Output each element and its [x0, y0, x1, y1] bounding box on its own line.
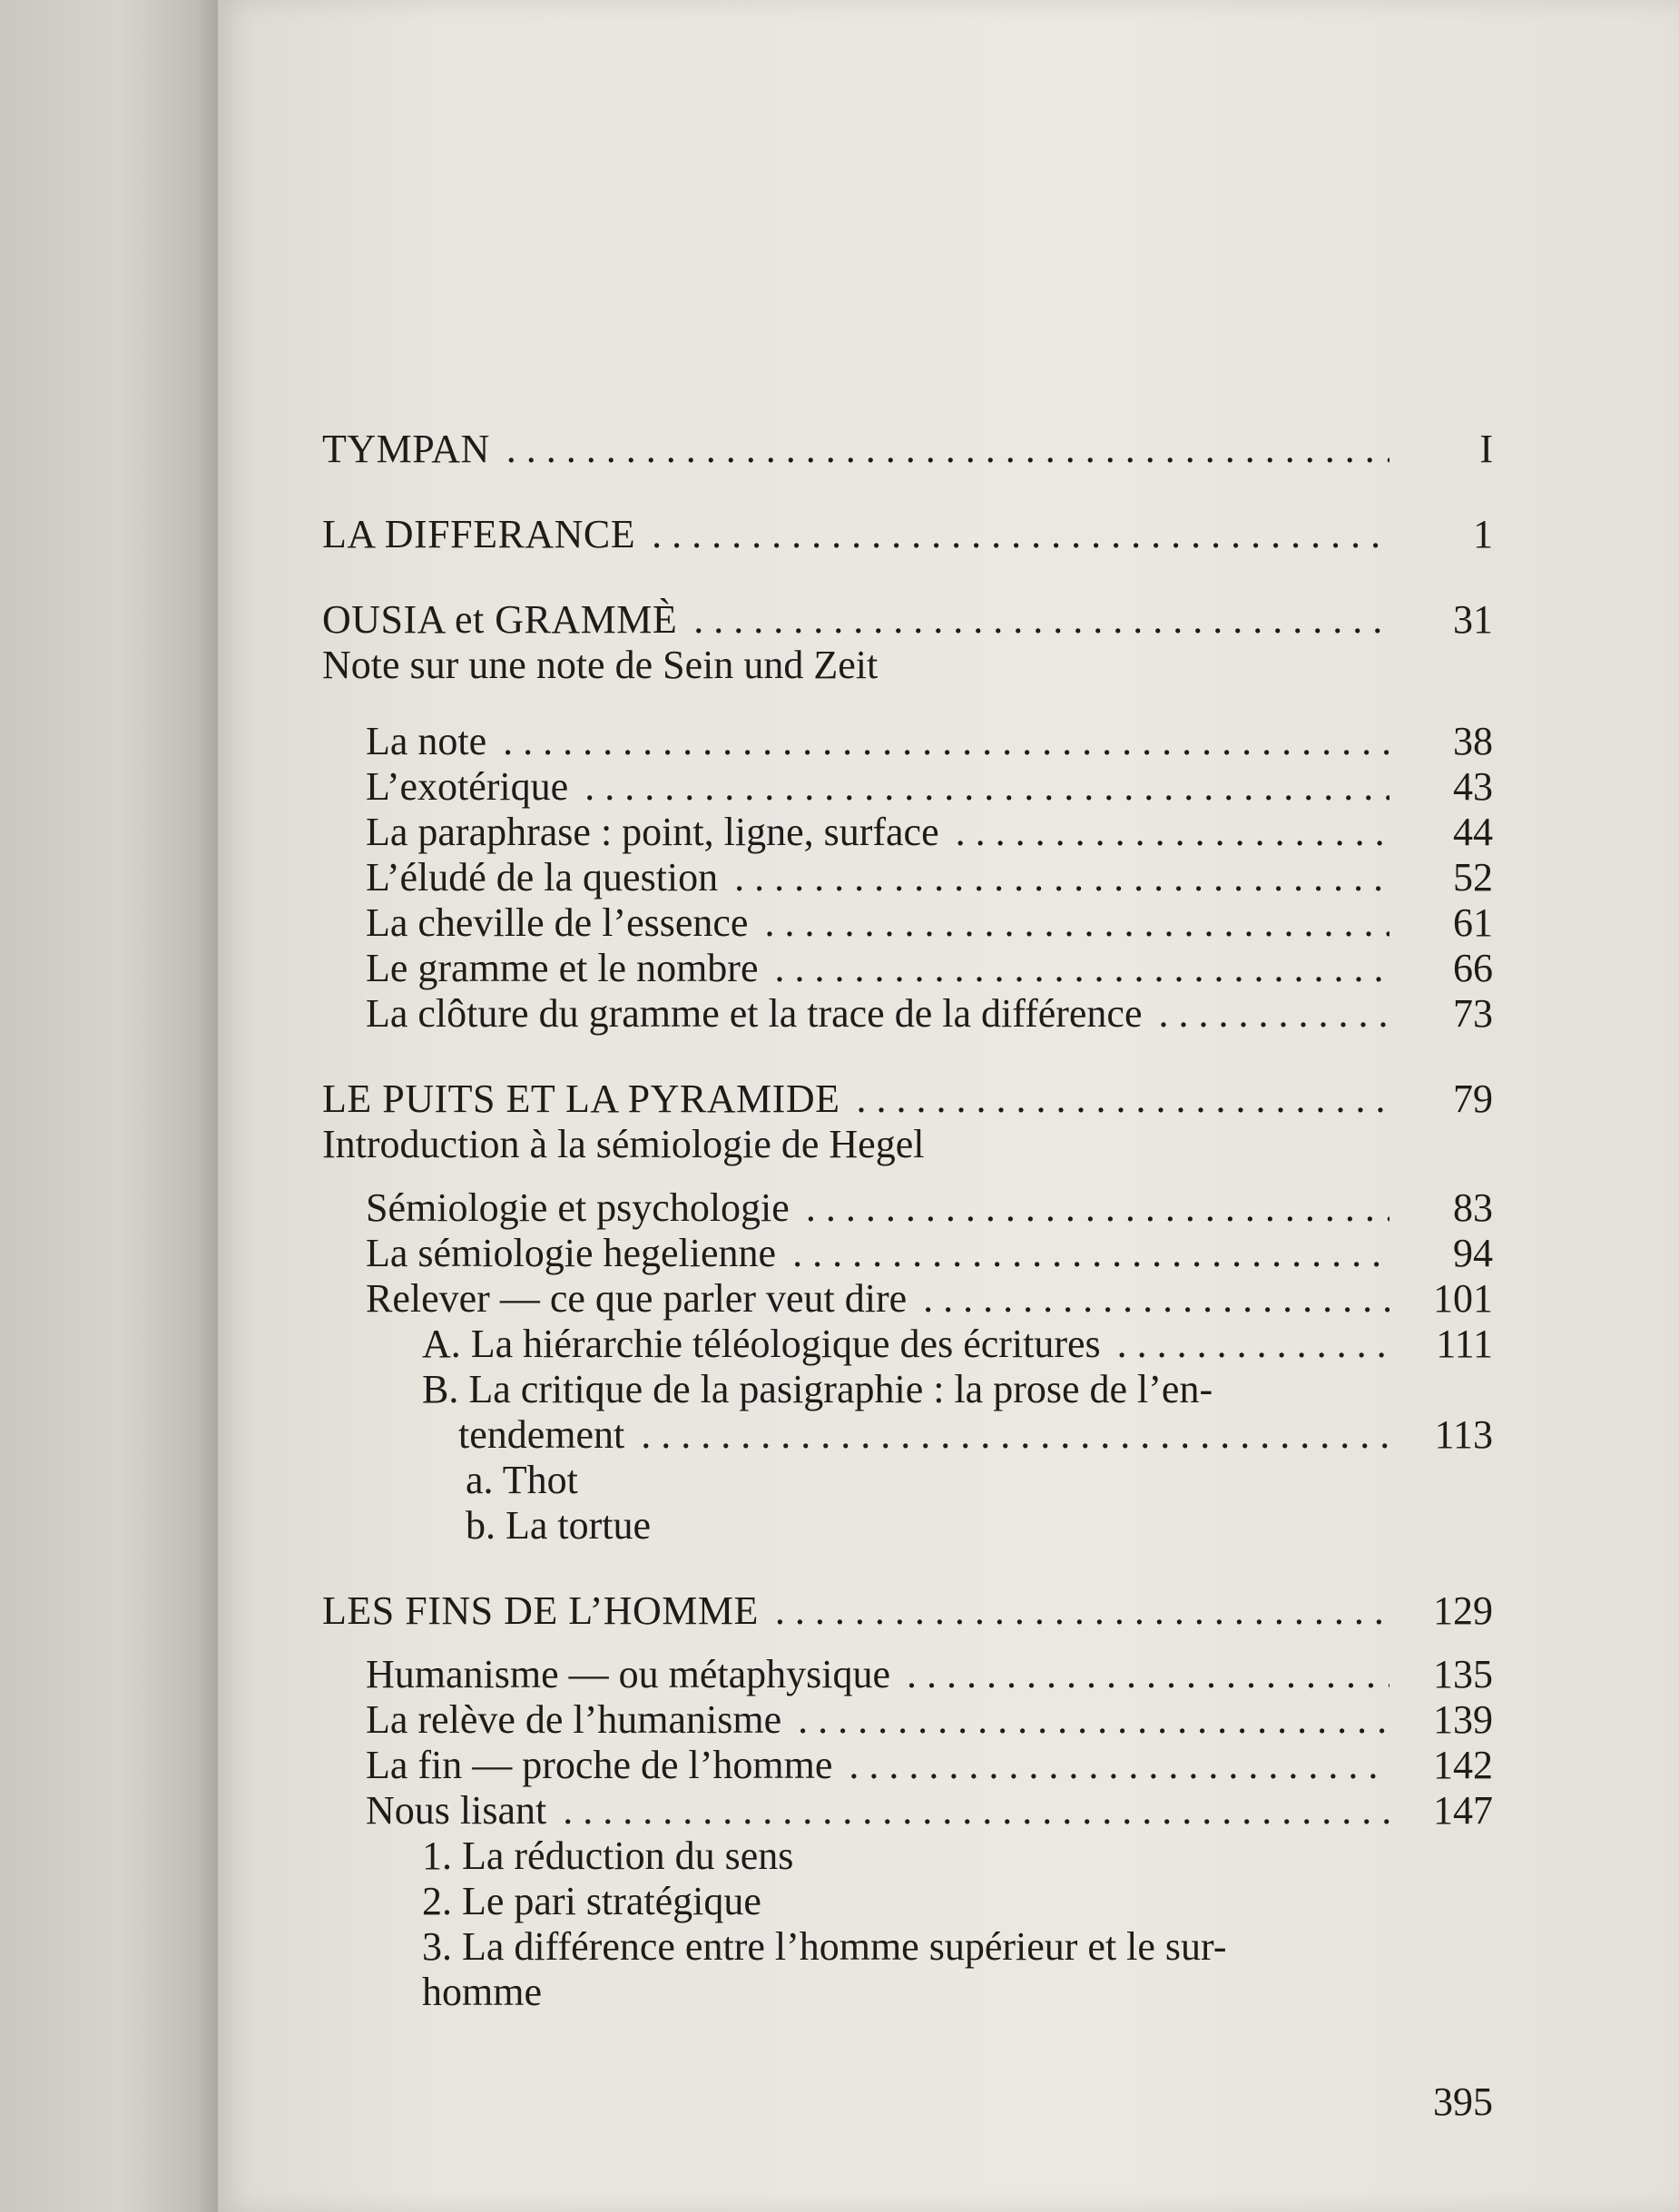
toc-subentry [322, 1743, 1493, 1788]
entry-title: LA DIFFERANCE [322, 512, 636, 556]
dot-leader [1159, 991, 1390, 1037]
toc-item: 1. La réduction du sens [422, 1834, 794, 1878]
dot-leader [792, 1231, 1389, 1276]
entry-page: 73 [1453, 991, 1493, 1036]
entry-title: OUSIA et GRAMMÈ [322, 597, 678, 642]
dot-leader [506, 427, 1389, 472]
entry-title: Nous lisant [366, 1788, 547, 1833]
entry-title: LE PUITS ET LA PYRAMIDE [322, 1077, 840, 1121]
entry-page: 43 [1453, 764, 1493, 809]
dot-leader [652, 512, 1389, 557]
entry-page: 129 [1433, 1588, 1493, 1633]
toc-subentry [322, 1788, 1493, 1834]
entry-page: 44 [1453, 810, 1493, 854]
dot-leader [764, 900, 1389, 946]
entry-title: La clôture du gramme et la trace de la différence [366, 991, 1143, 1036]
toc-item: 2. Le pari stratégique [422, 1879, 761, 1923]
toc-item: a. Thot [466, 1458, 578, 1502]
toc-subentry [322, 1697, 1493, 1743]
toc-entry-ousia [322, 597, 1493, 643]
toc-subentry [322, 1231, 1493, 1276]
dot-leader [849, 1743, 1389, 1788]
entry-title: L’éludé de la question [366, 855, 719, 900]
table-of-contents [322, 427, 1493, 2015]
entry-title: La note [366, 719, 487, 763]
toc-subentry [322, 946, 1493, 991]
toc-subentry [322, 900, 1493, 946]
dot-leader [734, 855, 1389, 900]
toc-item: 3. La différence entre l’homme supérieur et le sur- [422, 1924, 1227, 1969]
entry-title: Humanisme — ou métaphysique [366, 1652, 891, 1696]
toc-subentry [322, 810, 1493, 855]
toc-subsubentry [322, 1322, 1493, 1367]
toc-subentry [322, 719, 1493, 764]
entry-title: La paraphrase : point, ligne, surface [366, 810, 939, 854]
dot-leader [806, 1185, 1389, 1231]
dot-leader [641, 1412, 1389, 1458]
entry-page: 79 [1453, 1077, 1493, 1121]
dot-leader [693, 597, 1389, 643]
dot-leader [774, 946, 1389, 991]
entry-page: 111 [1436, 1322, 1493, 1366]
toc-subentry [322, 1276, 1493, 1322]
toc-subentry [322, 855, 1493, 900]
toc-entry-puits [322, 1077, 1493, 1122]
entry-title: TYMPAN [322, 427, 490, 471]
dot-leader [584, 764, 1389, 810]
entry-title-line: B. La critique de la pasigraphie : la prose de l’en- [422, 1367, 1213, 1411]
entry-subtitle: Note sur une note de Sein und Zeit [322, 643, 879, 687]
entry-page: 139 [1433, 1697, 1493, 1742]
toc-subentry [322, 991, 1493, 1037]
toc-item: b. La tortue [466, 1503, 652, 1548]
entry-subtitle: Introduction à la sémiologie de Hegel [322, 1122, 925, 1166]
entry-title: L’exotérique [366, 764, 569, 809]
entry-page: 38 [1453, 719, 1493, 763]
entry-title-line: tendement [458, 1412, 625, 1457]
toc-entry-tympan [322, 427, 1493, 472]
page-number: 395 [1433, 2079, 1493, 2124]
toc-item: homme [422, 1970, 542, 2014]
entry-title: La cheville de l’essence [366, 900, 749, 945]
dot-leader [798, 1697, 1389, 1743]
entry-page: 66 [1453, 946, 1493, 990]
toc-subsubentry-b [322, 1367, 1493, 1458]
entry-page: 147 [1433, 1788, 1493, 1833]
entry-page: 142 [1433, 1743, 1493, 1787]
facing-page-edge [0, 0, 218, 2212]
entry-page: 52 [1453, 855, 1493, 900]
dot-leader [563, 1788, 1389, 1834]
dot-leader [856, 1077, 1389, 1122]
dot-leader [1117, 1322, 1389, 1367]
entry-page: 135 [1433, 1652, 1493, 1696]
entry-title: Relever — ce que parler veut dire [366, 1276, 908, 1321]
entry-page: 101 [1433, 1276, 1493, 1321]
entry-title: A. La hiérarchie téléologique des écritures [422, 1322, 1101, 1366]
dot-leader [923, 1276, 1389, 1322]
entry-page: 94 [1453, 1231, 1493, 1275]
entry-page: 113 [1434, 1412, 1493, 1457]
toc-entry-fins [322, 1588, 1493, 1634]
toc-subentry [322, 1652, 1493, 1697]
entry-page: 83 [1453, 1185, 1493, 1230]
entry-page: I [1479, 427, 1493, 471]
dot-leader [775, 1588, 1389, 1634]
entry-page: 31 [1453, 597, 1493, 642]
entry-title: Le gramme et le nombre [366, 946, 759, 990]
entry-title: LES FINS DE L’HOMME [322, 1588, 759, 1633]
toc-entry-differance [322, 512, 1493, 557]
entry-title: La fin — proche de l’homme [366, 1743, 833, 1787]
dot-leader [907, 1652, 1389, 1697]
entry-page: 1 [1473, 512, 1493, 556]
entry-title: La sémiologie hegelienne [366, 1231, 777, 1275]
entry-title: La relève de l’humanisme [366, 1697, 782, 1742]
entry-page: 61 [1453, 900, 1493, 945]
dot-leader [503, 719, 1389, 764]
dot-leader [956, 810, 1389, 855]
toc-subentry [322, 1185, 1493, 1231]
toc-subentry [322, 764, 1493, 810]
entry-title: Sémiologie et psychologie [366, 1185, 790, 1230]
